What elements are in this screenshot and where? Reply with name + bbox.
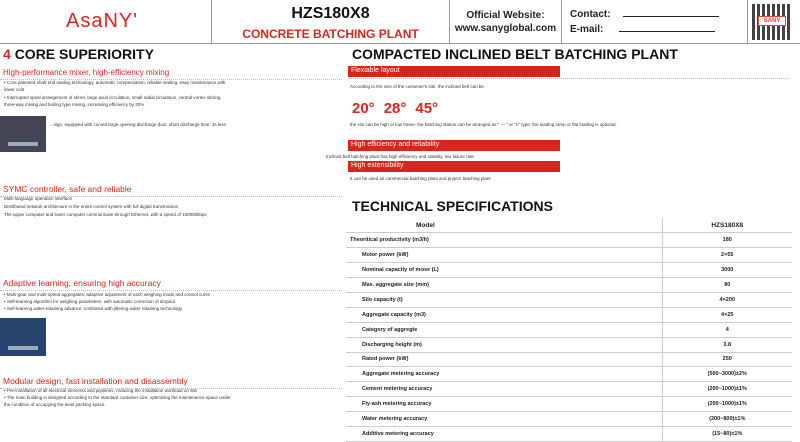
spec-label: Max. aggregate size (mm) [346,278,662,293]
spec-label: Silo capacity (t) [346,292,662,307]
logo-cell [0,0,212,44]
bullet-adaptive-1: • Multi-gear and multi-speed aggregates, adaptive adjustment of each weighing mode and control curve [4,292,210,297]
title-cell [212,0,450,44]
spec-label: Additive metering accuracy [346,426,662,441]
spec-value: 250 [662,352,792,367]
contact-field[interactable] [623,9,719,17]
efficiency-text: Inclined belt batching plant has high efficiency and stability, low failure rate [326,154,474,159]
spec-value: (200~800)±1% [662,412,792,427]
spec-value: 4×200 [662,292,792,307]
website-label: Official Website: [466,10,545,21]
table-row [346,233,792,248]
spec-label: Cement metering accuracy [346,382,662,397]
flexible-layout-bar: Flexiable layout [348,66,560,77]
contact-cell [562,0,748,44]
table-row [346,248,792,263]
spec-value: 4×25 [662,307,792,322]
spec-value: 4 [662,322,792,337]
extensibility-text: It can be used as commercial batching plant and project batching plant [350,176,491,181]
core-number: 4 [3,46,11,62]
angle-28: 28° [383,100,407,117]
bullet-mixer-3: ...sign, equipped with curved large opening discharge door, short discharge time, 3s less [50,122,226,127]
spec-value: (500~3000)±2% [662,367,792,382]
section-title-controller: SYMC controller, safe and reliable [0,182,342,197]
flexible-layout-text: According to the size of the customer's site, the inclined belt can be [350,84,484,89]
spec-table [346,218,792,442]
spec-value: (15~80)±1% [662,426,792,441]
spec-value: 80 [662,278,792,293]
bullet-mixer-1: • Core patented shaft end sealing technology, automatic compensation, reliable sealing, easy maintenance with lower cost [4,80,226,92]
spec-value: 2×55 [662,248,792,263]
table-row [346,278,792,293]
table-row [346,337,792,352]
table-row [346,352,792,367]
model-title: HZS180X8 [291,5,370,22]
mixer-photo [0,116,46,152]
bullet-controller-1: Multi-language operation interface [4,196,73,201]
spec-label: Motor power (kW) [346,248,662,263]
spec-label: Aggregate capacity (m3) [346,307,662,322]
flexible-layout-text-2: the silo can be high or low frame; the batching station can be arranged as " — " or "L" type, the loading ramp or flat loading is optional. [350,122,617,127]
spec-value: (200~1000)±1% [662,382,792,397]
bullet-mixer-2: • Interrupted spiral arrangement of stirrer, large axial circulation, small radial circulation, central vortex stirring, three-way mixing and boiling type mixing, increasing efficiency by 20% [4,95,222,107]
product-title: CONCRETE BATCHING PLANT [242,27,419,41]
section-title-mixer: High-performance mixer, high-efficiency mixing [0,66,342,80]
spec-header-row [346,218,792,233]
spec-value: 3000 [662,263,792,278]
spec-label: Theoritical productivity (m3/h) [346,233,662,248]
contact-row [570,9,719,20]
table-row [346,263,792,278]
spec-heading: TECHNICAL SPECIFICATIONS [352,198,553,214]
table-row [346,397,792,412]
table-row [346,367,792,382]
email-label: E-mail: [570,24,604,35]
table-row [346,322,792,337]
spec-label: Aggregate metering accuracy [346,367,662,382]
spec-label: Nominal capacity of mixer (L) [346,263,662,278]
bullet-adaptive-2: • Self-learning algorithm for weighing parameters, with automatic correction of dropout [4,299,176,304]
core-title: CORE SUPERIORITY [14,46,154,62]
spec-label: Discharging height (m) [346,337,662,352]
angle-20: 20° [352,100,375,117]
spec-label: Water metering accuracy [346,412,662,427]
angle-45: 45° [415,100,439,117]
spec-value: (200~1000)±1% [662,397,792,412]
spec-label: Rated power (kW) [346,352,662,367]
belt-plant-heading: COMPACTED INCLINED BELT BATCHING PLANT [352,46,678,62]
bullet-controller-2: Distributed network architecture in the entire control system with full digital transmission [4,204,179,209]
divider-line [348,78,788,79]
bullet-controller-3: The upper computer and lower computer communicate through Ethernet, with a speed of 100000kbps [4,212,207,217]
spec-header-value: HZS180X8 [662,218,792,233]
table-row [346,382,792,397]
website-link[interactable]: www.sanyglobal.com [454,23,557,34]
section-title-adaptive: Adaptive learning, ensuring high accuracy [0,276,342,291]
table-row [346,292,792,307]
header-bar [0,0,800,44]
brand-logo: AsaNY' [66,10,139,32]
section-title-modular: Modular design, fast installation and disassembly [0,374,342,389]
belt-angles [352,100,447,117]
table-row [346,426,792,441]
contact-label: Contact: [570,9,611,20]
efficiency-bar: High efficiency and reliability [348,140,560,151]
email-row [570,24,715,35]
extensibility-bar: High extensibility [348,161,560,172]
website-cell [450,0,562,44]
spec-label: Fly-ash metering accuracy [346,397,662,412]
spec-label: Category of aggregte [346,322,662,337]
table-row [346,412,792,427]
bullet-modular-2: • The main building is designed according to the standard container size, optimizing the maintenance space under the condition of occupying the least packing space. [4,395,231,407]
email-field[interactable] [619,24,715,32]
control-room-photo [0,318,46,356]
bullet-adaptive-3: • Self-learning water-retaining advance, combined with jittering water retaining technology [4,306,183,311]
spec-header-label: Model [346,218,662,233]
qr-badge: SANY [758,16,786,26]
core-heading [3,46,154,62]
table-row [346,307,792,322]
spec-value: 3.8 [662,337,792,352]
qr-code-icon [752,4,792,40]
bullet-modular-1: • Pre-installation of all electrical elements and pipelines, reducing the installation workload on site [4,388,198,393]
spec-value: 180 [662,233,792,248]
